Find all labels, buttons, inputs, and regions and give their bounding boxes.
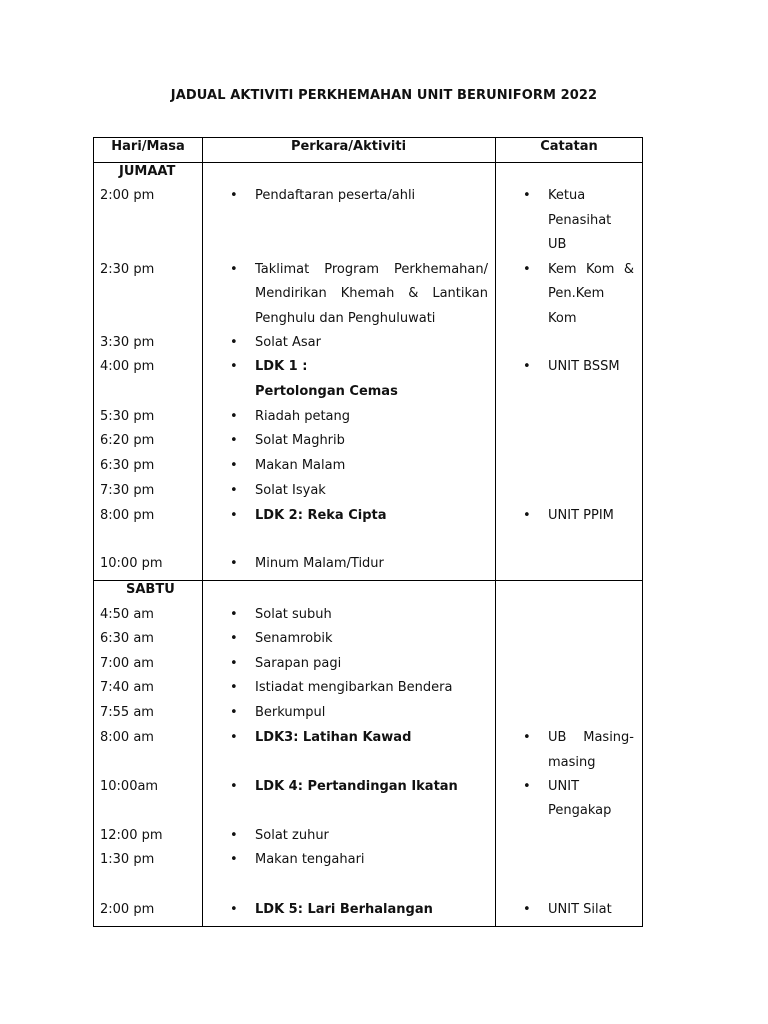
activity-cell: Solat subuh [255,607,332,622]
time-cell: 1:30 pm [100,852,155,867]
activity-cell: Taklimat Program Perkhemahan/ [255,262,488,277]
day-label-saturday: SABTU [126,582,175,597]
activity-cell: Solat Asar [255,335,321,350]
document-title: JADUAL AKTIVITI PERKHEMAHAN UNIT BERUNIFORM 2022 [170,88,598,103]
bullet-icon: • [230,607,238,622]
time-cell: 6:30 pm [100,458,155,473]
activity-cell: Makan Malam [255,458,346,473]
time-cell: 4:00 pm [100,359,155,374]
header-time: Hari/Masa [111,139,185,154]
bullet-icon: • [230,335,238,350]
day-label-friday: JUMAAT [119,164,176,179]
bullet-icon: • [523,779,531,794]
bullet-icon: • [230,902,238,917]
bullet-icon: • [523,508,531,523]
bullet-icon: • [230,705,238,720]
note-cell: UB [548,237,567,252]
bullet-icon: • [523,902,531,917]
bullet-icon: • [523,359,531,374]
activity-cell: LDK 1 : [255,359,308,374]
time-cell: 8:00 pm [100,508,155,523]
activity-cell: LDK 5: Lari Berhalangan [255,902,433,917]
activity-cell: Pertolongan Cemas [255,384,398,399]
bullet-icon: • [230,828,238,843]
bullet-icon: • [230,730,238,745]
bullet-icon: • [230,556,238,571]
note-cell: Kom [548,311,577,326]
bullet-icon: • [230,458,238,473]
time-cell: 2:30 pm [100,262,155,277]
activity-cell: Solat zuhur [255,828,329,843]
activity-cell: LDK 2: Reka Cipta [255,508,387,523]
bullet-icon: • [230,779,238,794]
note-cell: Penasihat [548,213,612,228]
time-cell: 3:30 pm [100,335,155,350]
bullet-icon: • [230,508,238,523]
column-divider [202,138,203,926]
time-cell: 2:00 pm [100,188,155,203]
bullet-icon: • [523,730,531,745]
time-cell: 8:00 am [100,730,154,745]
bullet-icon: • [523,188,531,203]
note-cell: UB Masing- [548,730,634,745]
activity-cell: Mendirikan Khemah & Lantikan [255,286,488,301]
bullet-icon: • [230,433,238,448]
activity-cell: Makan tengahari [255,852,365,867]
bullet-icon: • [230,262,238,277]
activity-cell: Minum Malam/Tidur [255,556,384,571]
activity-cell: Penghulu dan Penghuluwati [255,311,436,326]
note-cell: Pen.Kem [548,286,605,301]
bullet-icon: • [230,680,238,695]
time-cell: 4:50 am [100,607,154,622]
note-cell: masing [548,755,596,770]
note-cell: UNIT PPIM [548,508,614,523]
activity-cell: Riadah petang [255,409,351,424]
time-cell: 2:00 pm [100,902,155,917]
header-activity: Perkara/Aktiviti [290,139,407,154]
bullet-icon: • [523,262,531,277]
column-divider [495,138,496,926]
note-cell: Pengakap [548,803,612,818]
header-divider [94,162,642,163]
bullet-icon: • [230,409,238,424]
bullet-icon: • [230,656,238,671]
header-note: Catatan [540,139,598,154]
time-cell: 12:00 pm [100,828,163,843]
bullet-icon: • [230,483,238,498]
activity-cell: Solat Isyak [255,483,326,498]
note-cell: Ketua [548,188,586,203]
activity-cell: LDK3: Latihan Kawad [255,730,412,745]
activity-cell: Berkumpul [255,705,326,720]
note-cell: UNIT Silat [548,902,612,917]
time-cell: 6:30 am [100,631,154,646]
time-cell: 7:40 am [100,680,154,695]
day-divider [94,580,642,581]
activity-cell: Solat Maghrib [255,433,345,448]
schedule-table [93,137,643,927]
time-cell: 10:00am [100,779,159,794]
bullet-icon: • [230,631,238,646]
note-cell: UNIT BSSM [548,359,620,374]
activity-cell: Pendaftaran peserta/ahli [255,188,416,203]
time-cell: 7:55 am [100,705,154,720]
activity-cell: Sarapan pagi [255,656,342,671]
time-cell: 10:00 pm [100,556,163,571]
time-cell: 7:30 pm [100,483,155,498]
note-cell: UNIT [548,779,580,794]
time-cell: 6:20 pm [100,433,155,448]
note-cell: Kem Kom & [548,262,634,277]
bullet-icon: • [230,188,238,203]
time-cell: 5:30 pm [100,409,155,424]
bullet-icon: • [230,359,238,374]
activity-cell: Istiadat mengibarkan Bendera [255,680,453,695]
activity-cell: LDK 4: Pertandingan Ikatan [255,779,458,794]
bullet-icon: • [230,852,238,867]
time-cell: 7:00 am [100,656,154,671]
activity-cell: Senamrobik [255,631,333,646]
